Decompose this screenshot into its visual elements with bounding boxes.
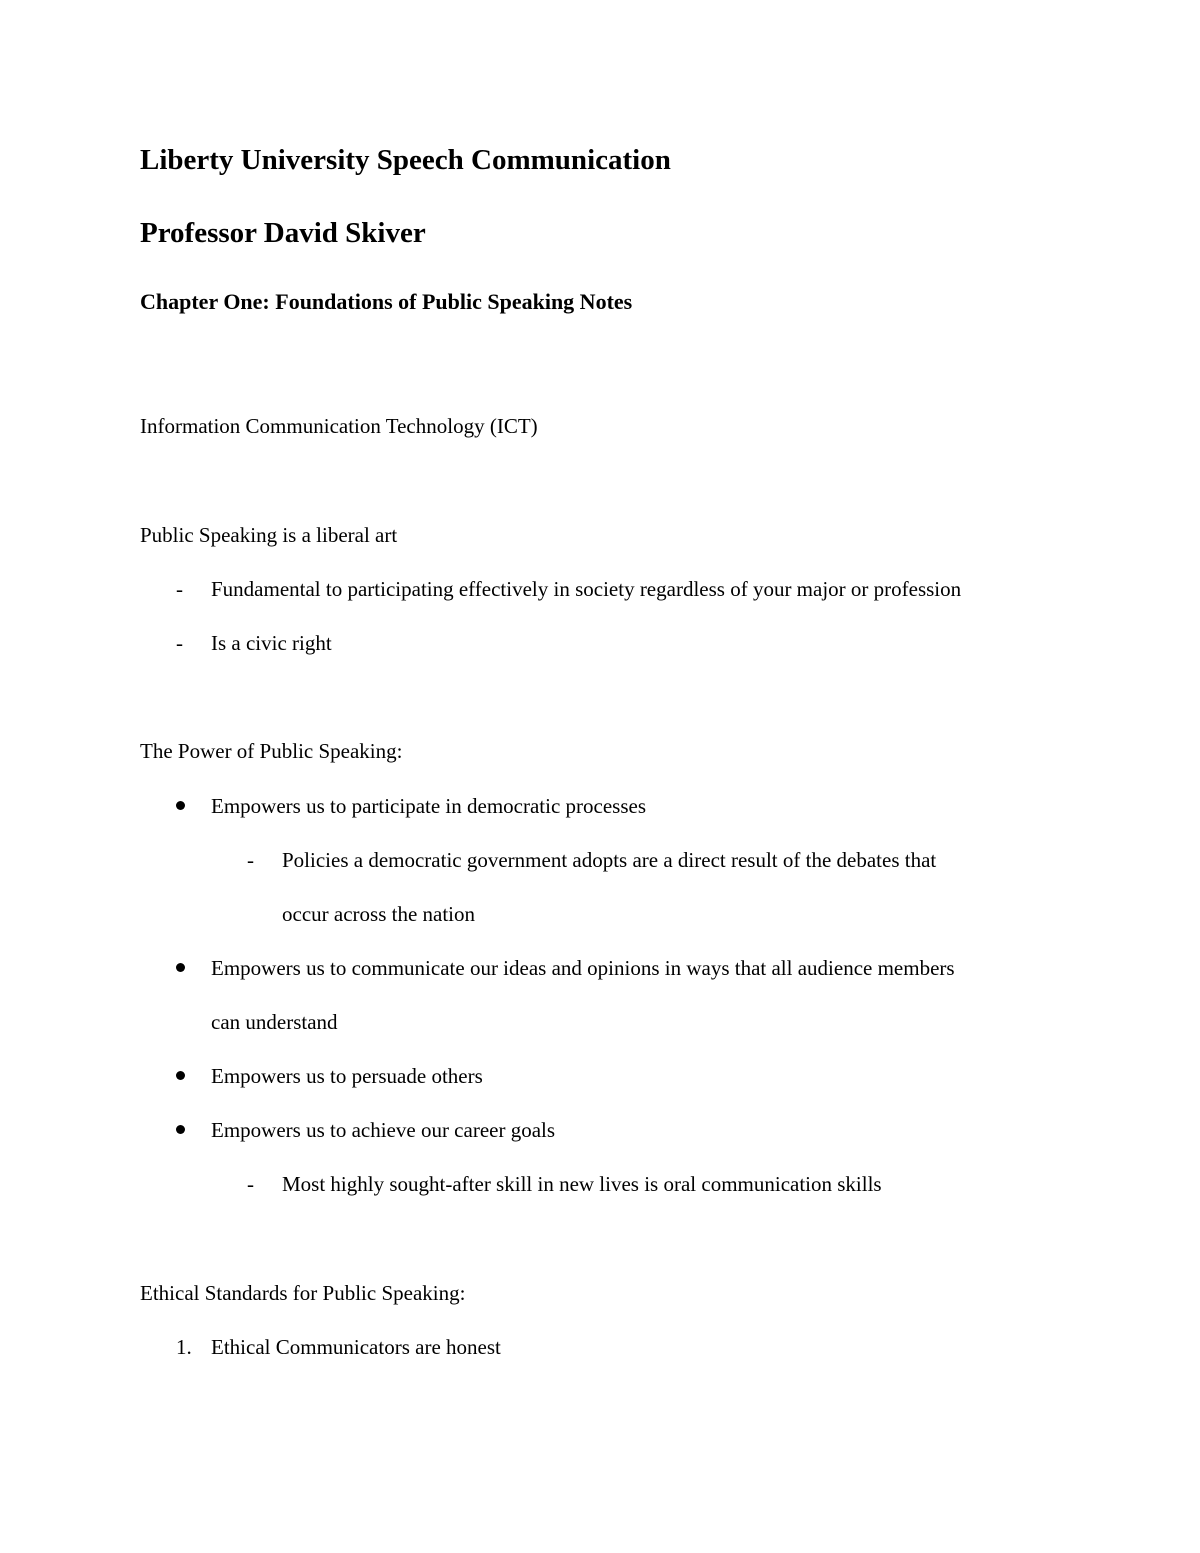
ict-line: Information Communication Technology (ICT) xyxy=(140,414,538,438)
list-item-text: Empowers us to persuade others xyxy=(211,1064,483,1088)
dash-marker: - xyxy=(176,631,183,655)
dash-marker: - xyxy=(247,848,254,872)
list-item-text: Empowers us to communicate our ideas and opinions in ways that all audience members xyxy=(211,956,955,980)
bullet-icon xyxy=(176,963,185,972)
sub-item-text-continued: occur across the nation xyxy=(282,902,476,926)
list-item-text: Empowers us to achieve our career goals xyxy=(211,1118,556,1142)
document-title: Liberty University Speech Communication xyxy=(140,144,671,176)
professor-name: Professor David Skiver xyxy=(140,217,426,249)
list-item-text: Is a civic right xyxy=(211,631,332,655)
bullet-icon xyxy=(176,1071,185,1080)
chapter-heading: Chapter One: Foundations of Public Speaking Notes xyxy=(140,289,633,314)
dash-marker: - xyxy=(247,1172,254,1196)
sub-item-text: Most highly sought-after skill in new lives is oral communication skills xyxy=(282,1172,882,1196)
list-item-text-continued: can understand xyxy=(211,1010,338,1034)
bullet-icon xyxy=(176,1125,185,1134)
bullet-icon xyxy=(176,801,185,810)
list-number: 1. xyxy=(176,1335,192,1359)
sub-item-text: Policies a democratic government adopts are a direct result of the debates that xyxy=(282,848,937,872)
list-item-text: Ethical Communicators are honest xyxy=(211,1335,501,1359)
ethics-heading: Ethical Standards for Public Speaking: xyxy=(140,1281,466,1305)
liberal-art-heading: Public Speaking is a liberal art xyxy=(140,523,398,547)
dash-marker: - xyxy=(176,577,183,601)
list-item-text: Empowers us to participate in democratic processes xyxy=(211,794,647,818)
power-heading: The Power of Public Speaking: xyxy=(140,739,403,763)
list-item-text: Fundamental to participating effectively in society regardless of your major or profession xyxy=(211,577,962,601)
